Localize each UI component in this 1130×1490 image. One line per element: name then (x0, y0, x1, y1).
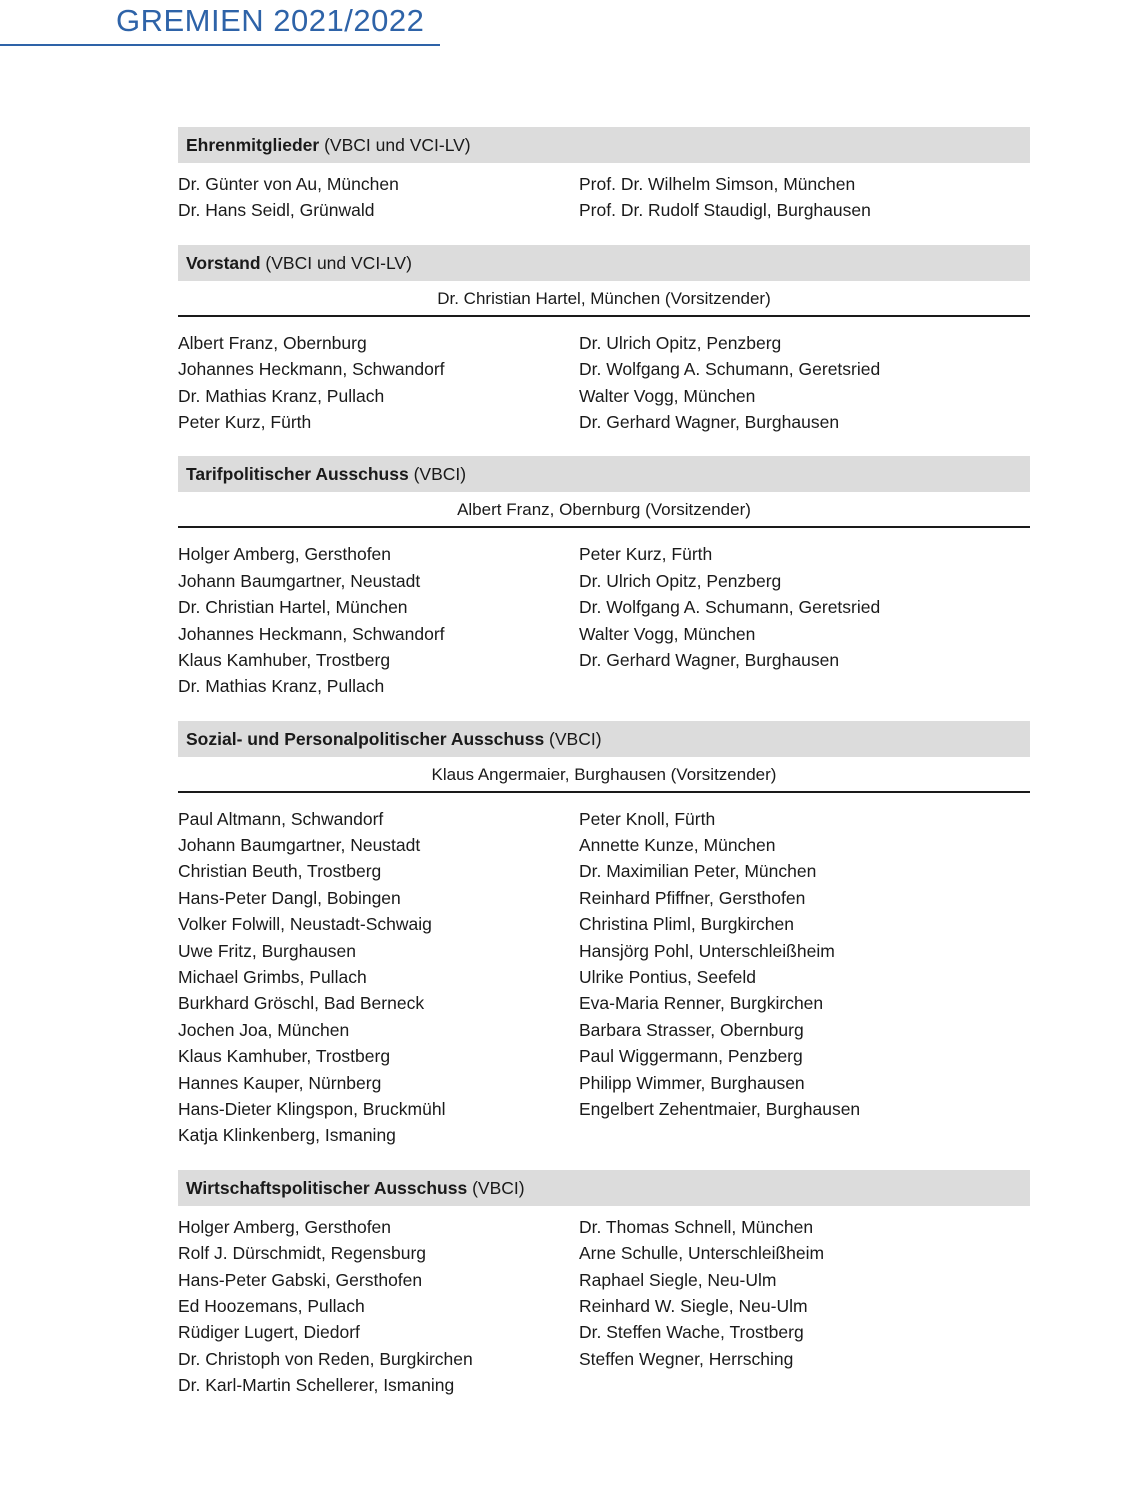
member-columns (178, 528, 1030, 699)
member-name: Burkhard Gröschl, Bad Berneck (178, 993, 425, 1014)
member-name: Dr. Wolfgang A. Schumann, Geretsried (579, 597, 881, 618)
member-name: Hans-Peter Gabski, Gersthofen (178, 1269, 423, 1290)
section-title: Tarifpolitischer Ausschuss (186, 464, 409, 485)
member-name: Steffen Wegner, Herrsching (579, 1348, 794, 1369)
member-name: Walter Vogg, München (579, 385, 756, 406)
member-name: Paul Altmann, Schwandorf (178, 808, 384, 829)
member-name: Hansjörg Pohl, Unterschleißheim (579, 940, 835, 961)
member-column-right (579, 1214, 1030, 1399)
member-name: Peter Knoll, Fürth (579, 808, 716, 829)
member-name: Eva-Maria Renner, Burgkirchen (579, 993, 824, 1014)
member-name: Michael Grimbs, Pullach (178, 967, 367, 988)
member-columns (178, 317, 1030, 436)
member-columns (178, 1206, 1030, 1399)
member-columns (178, 163, 1030, 224)
member-name: Dr. Mathias Kranz, Pullach (178, 676, 385, 697)
section-header (178, 456, 1030, 492)
member-name: Ed Hoozemans, Pullach (178, 1295, 365, 1316)
member-column-right (579, 330, 1030, 436)
section-title: Sozial- und Personalpolitischer Ausschuss (186, 728, 545, 749)
member-name: Prof. Dr. Wilhelm Simson, München (579, 174, 856, 194)
member-name: Dr. Ulrich Opitz, Penzberg (579, 332, 782, 353)
member-column-right (579, 541, 1030, 699)
section-header (178, 1170, 1030, 1206)
member-name: Dr. Karl-Martin Schellerer, Ismaning (178, 1375, 455, 1396)
member-name: Dr. Günter von Au, München (178, 174, 399, 194)
member-name: Engelbert Zehentmaier, Burghausen (579, 1098, 861, 1119)
member-name: Klaus Kamhuber, Trostberg (178, 1046, 391, 1067)
member-name: Philipp Wimmer, Burghausen (579, 1072, 805, 1093)
section-title: Vorstand (186, 252, 261, 273)
member-name: Johannes Heckmann, Schwandorf (178, 623, 445, 644)
member-name: Katja Klinkenberg, Ismaning (178, 1125, 396, 1146)
member-name: Christian Beuth, Trostberg (178, 861, 382, 882)
member-name: Johann Baumgartner, Neustadt (178, 835, 421, 856)
member-name: Uwe Fritz, Burghausen (178, 940, 356, 961)
committee-section (178, 127, 1030, 224)
member-name: Dr. Steffen Wache, Trostberg (579, 1322, 804, 1343)
member-column-right (579, 171, 1030, 224)
committee-list (178, 127, 1030, 1420)
section-title: Ehrenmitglieder (186, 135, 320, 155)
member-name: Dr. Wolfgang A. Schumann, Geretsried (579, 359, 881, 380)
section-scope: (VBCI) (467, 1177, 525, 1198)
member-name: Dr. Gerhard Wagner, Burghausen (579, 649, 840, 670)
member-column-left (178, 541, 579, 699)
member-name: Raphael Siegle, Neu-Ulm (579, 1269, 777, 1290)
member-name: Dr. Maximilian Peter, München (579, 861, 817, 882)
member-name: Ulrike Pontius, Seefeld (579, 967, 757, 988)
member-name: Prof. Dr. Rudolf Staudigl, Burghausen (579, 200, 871, 221)
member-column-left (178, 806, 579, 1149)
member-name: Peter Kurz, Fürth (579, 544, 713, 565)
member-name: Klaus Kamhuber, Trostberg (178, 649, 391, 670)
member-name: Rüdiger Lugert, Diedorf (178, 1322, 360, 1343)
member-name: Dr. Gerhard Wagner, Burghausen (579, 411, 840, 432)
section-title: Wirtschaftspolitischer Ausschuss (186, 1177, 468, 1198)
committee-section (178, 721, 1030, 1149)
member-name: Dr. Thomas Schnell, München (579, 1216, 814, 1237)
member-name: Dr. Hans Seidl, Grünwald (178, 200, 375, 221)
member-name: Annette Kunze, München (579, 835, 776, 856)
member-name: Johann Baumgartner, Neustadt (178, 570, 421, 591)
member-name: Barbara Strasser, Obernburg (579, 1019, 804, 1040)
member-name: Reinhard W. Siegle, Neu-Ulm (579, 1295, 808, 1316)
section-chair: Albert Franz, Obernburg (Vorsitzender) (178, 492, 1030, 528)
member-name: Paul Wiggermann, Penzberg (579, 1046, 803, 1067)
section-scope: (VBCI) (408, 464, 467, 485)
committee-section (178, 456, 1030, 699)
member-name: Hans-Peter Dangl, Bobingen (178, 887, 401, 908)
section-chair: Dr. Christian Hartel, München (Vorsitzender) (178, 281, 1030, 317)
member-name: Holger Amberg, Gersthofen (178, 1216, 392, 1237)
member-column-right (579, 806, 1030, 1149)
member-name: Johannes Heckmann, Schwandorf (178, 359, 445, 380)
member-name: Holger Amberg, Gersthofen (178, 544, 392, 565)
committee-section (178, 1170, 1030, 1399)
section-header (178, 127, 1030, 163)
member-column-left (178, 330, 579, 436)
section-header (178, 721, 1030, 757)
member-name: Christina Pliml, Burgkirchen (579, 914, 794, 935)
member-name: Reinhard Pfiffner, Gersthofen (579, 887, 806, 908)
member-name: Jochen Joa, München (178, 1019, 350, 1040)
section-chair: Klaus Angermaier, Burghausen (Vorsitzender) (178, 757, 1030, 793)
member-name: Hannes Kauper, Nürnberg (178, 1072, 382, 1093)
committee-section (178, 245, 1030, 436)
member-name: Arne Schulle, Unterschleißheim (579, 1243, 825, 1264)
section-scope: (VBCI und VCI-LV) (319, 135, 471, 155)
member-name: Dr. Christian Hartel, München (178, 597, 408, 618)
member-name: Walter Vogg, München (579, 623, 756, 644)
member-name: Volker Folwill, Neustadt-Schwaig (178, 914, 432, 935)
member-name: Albert Franz, Obernburg (178, 332, 367, 353)
member-name: Dr. Christoph von Reden, Burgkirchen (178, 1348, 473, 1369)
page-header (0, 0, 440, 46)
member-name: Rolf J. Dürschmidt, Regensburg (178, 1243, 427, 1264)
member-column-left (178, 1214, 579, 1399)
section-scope: (VBCI) (544, 728, 602, 749)
section-header (178, 245, 1030, 281)
member-name: Dr. Ulrich Opitz, Penzberg (579, 570, 782, 591)
page-title: GREMIEN 2021/2022 (116, 3, 425, 38)
member-name: Hans-Dieter Klingspon, Bruckmühl (178, 1098, 446, 1119)
member-name: Peter Kurz, Fürth (178, 411, 312, 432)
member-name: Dr. Mathias Kranz, Pullach (178, 385, 385, 406)
member-columns (178, 793, 1030, 1149)
member-column-left (178, 171, 579, 224)
section-scope: (VBCI und VCI-LV) (260, 252, 412, 273)
